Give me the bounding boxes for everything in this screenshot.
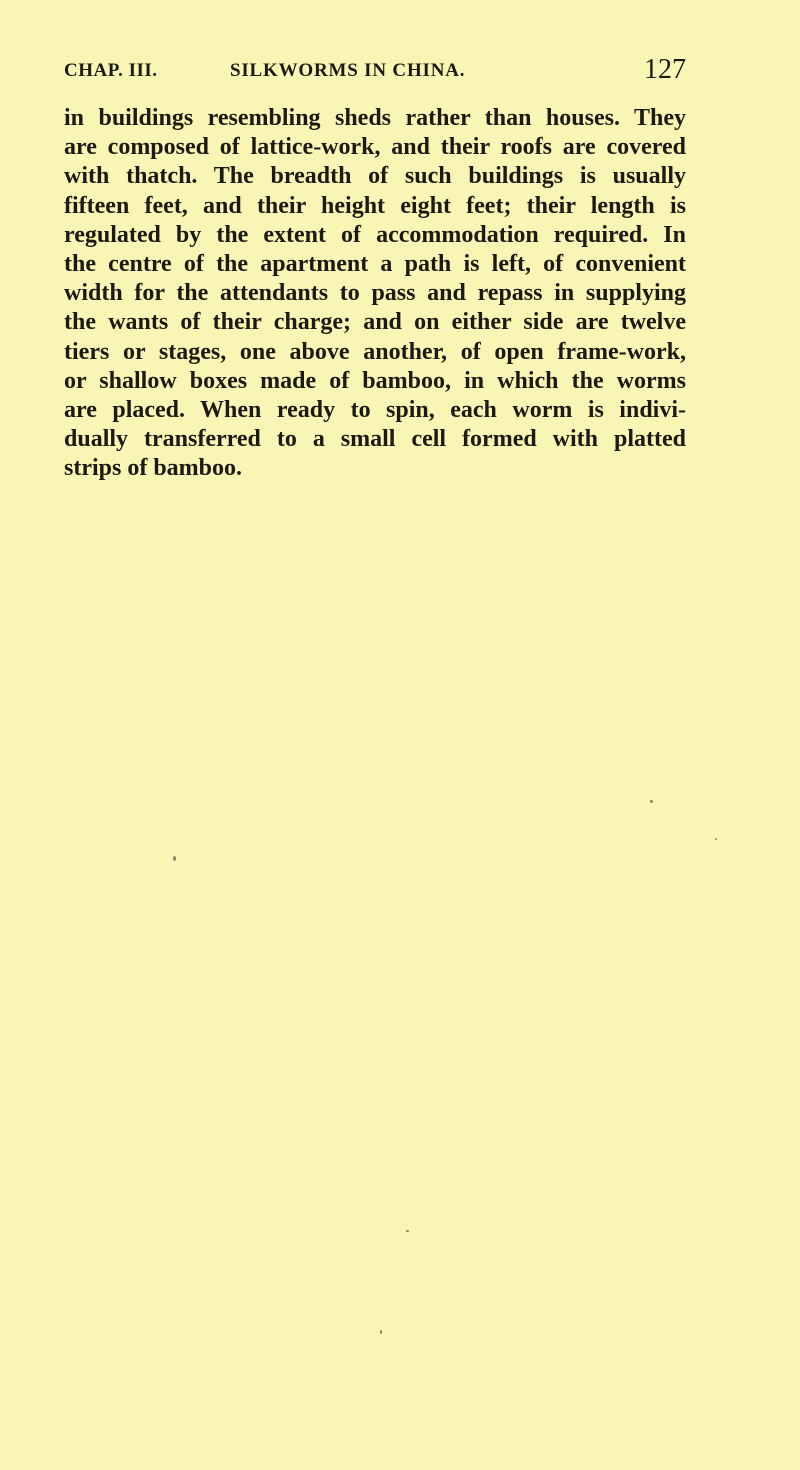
text-line: the centre of the apartment a path is left, of convenient	[64, 250, 686, 277]
text-line: tiers or stages, one above another, of open frame-work,	[64, 338, 686, 365]
body-paragraph	[64, 104, 686, 483]
paper-speck	[406, 1230, 409, 1232]
text-line: dually transferred to a small cell formed with platted	[64, 426, 686, 453]
chapter-label: CHAP. III.	[64, 60, 158, 81]
text-line: width for the attendants to pass and repass in supplying	[64, 280, 686, 307]
text-line: regulated by the extent of accommodation required. In	[64, 221, 686, 248]
text-line: with thatch. The breadth of such buildings is usually	[64, 163, 686, 190]
text-line: are placed. When ready to spin, each worm is indivi-	[64, 396, 686, 423]
text-line: strips of bamboo.	[64, 455, 243, 482]
text-line: are composed of lattice-work, and their roofs are covered	[64, 134, 686, 161]
text-line: or shallow boxes made of bamboo, in which the worms	[64, 367, 686, 394]
running-title: SILKWORMS IN CHINA.	[230, 60, 466, 81]
text-line: in buildings resembling sheds rather than houses. They	[64, 105, 686, 131]
paper-speck	[715, 838, 717, 840]
text-line: the wants of their charge; and on either side are twelve	[64, 309, 686, 336]
text-line: fifteen feet, and their height eight feet; their length is	[64, 192, 686, 219]
paper-speck	[173, 856, 176, 861]
paper-speck	[380, 1330, 382, 1334]
paper-speck	[650, 800, 653, 803]
page-number: 127	[644, 54, 686, 85]
running-header	[64, 54, 686, 92]
